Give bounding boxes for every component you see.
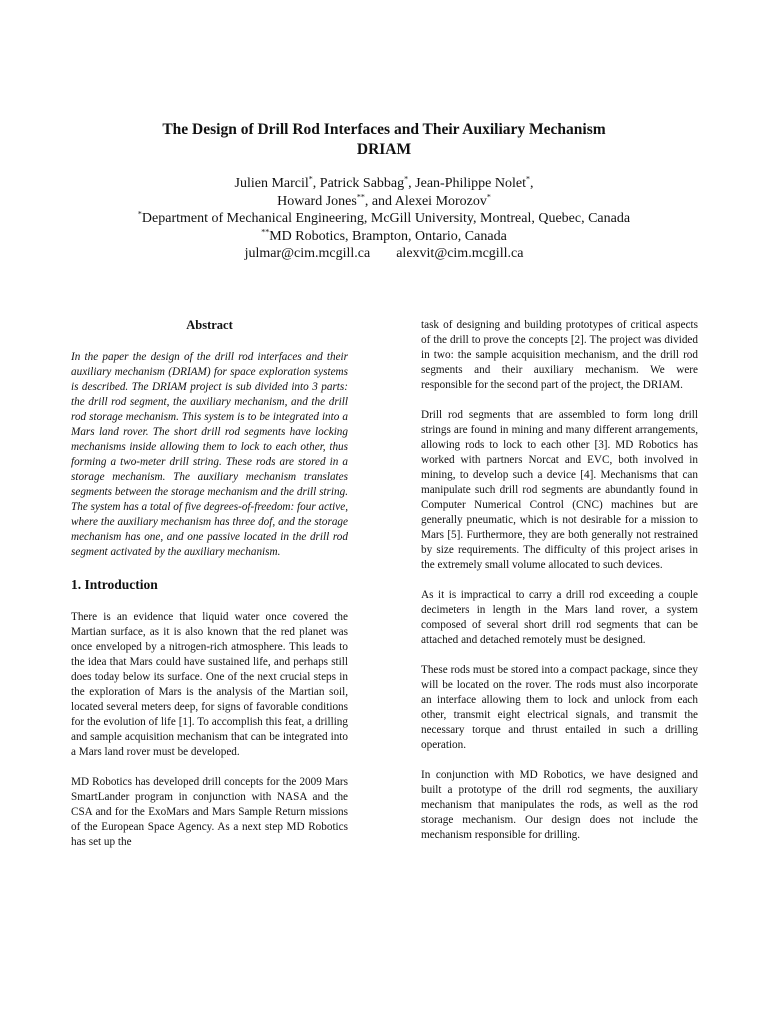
abstract-text: In the paper the design of the drill rod interfaces and their auxiliary mechanism (DRIAM) for space exploration systems is described. The DRIAM project is sub divided into 3 parts: the drill rod segment, the auxiliary mechanism, and the drill rod storage mechanism. This system is to be integrated into a Mars land rover. The short drill rod segments have locking mechanisms inside allowing them to lock to each other, thus forming a two-meter drill string. These rods are stored in a storage mechanism. The auxiliary mechanism translates segments between the storage mechanism and the drill string. The system has a total of five degrees-of-freedom: four active, where the auxiliary mechanism has three dof, and the storage mechanism has one, and one passive located in the drill rod segment activated by the auxiliary mechanism. — [71, 351, 348, 558]
author-name: Julien Marcil — [234, 176, 309, 191]
author-line-2 — [60, 193, 708, 211]
affil-mark: * — [404, 174, 409, 184]
right-column — [421, 318, 698, 843]
intro-paragraph-1: There is an evidence that liquid water once covered the Martian surface, as it is also known that the red planet was once enveloped by a nitrogen-rich atmosphere. This leads to the idea that Mars could have sustained life, and perhaps still does today below its surface. One of the next crucial steps in the exploration of Mars is the analysis of the Martian soil, located several meters deep, for signs of favorable conditions for the evolution of life [1]. To accomplish this feat, a drilling and sample acquisition mechanism that can be integrated into a Mars land rover must be developed. — [71, 611, 348, 758]
abstract-heading: Abstract — [186, 318, 233, 332]
affil-mark: ** — [356, 191, 365, 201]
affiliation-1: *Department of Mechanical Engineering, McGill University, Montreal, Quebec, Canada — [137, 209, 631, 226]
affil-mark: * — [525, 174, 530, 184]
body-paragraph-1: task of designing and building prototypes of critical aspects of the drill to prove the concepts [2]. The project was divided in two: the sample acquisition mechanism, and the drill rod segments and their auxiliary mechanism. We were responsible for the second part of the project, the DRIAM. — [421, 319, 698, 391]
body-paragraph-3: As it is impractical to carry a drill rod exceeding a couple decimeters in length in the Mars land rover, a system composed of several short drill rod segments that can be attached and detached remotely must be designed. — [421, 589, 698, 646]
title-line-2: DRIAM — [356, 141, 412, 158]
author-name: Howard Jones — [277, 193, 357, 209]
affiliation-2: **MD Robotics, Brampton, Ontario, Canada — [261, 226, 507, 244]
affil-mark: * — [486, 191, 491, 201]
intro-paragraph-2: MD Robotics has developed drill concepts for the 2009 Mars SmartLander program in conjunction with NASA and the CSA and for the ExoMars and Mars Sample Return missions of the European Space Agency. As a next step MD Robotics has set up the — [71, 776, 348, 848]
email-link-1[interactable]: julmar@cim.mcgill.ca — [244, 246, 371, 261]
body-paragraph-5: In conjunction with MD Robotics, we have designed and built a prototype of the drill rod segments, the auxiliary mechanism that manipulates the rods, as well as the rod storage mechanism. Our design does not include the mechanism responsible for drilling. — [421, 769, 698, 841]
body-paragraph-4: These rods must be stored into a compact package, since they will be located on the rover. The rods must also incorporate an interface allowing them to lock and unlock from each other, transmit eight electrical signals, and transmit the necessary torque and thrust entailed in such a drilling operation. — [421, 664, 698, 751]
affil-mark: * — [308, 174, 313, 184]
paper-title — [60, 120, 708, 160]
affil-mark: ** — [261, 226, 270, 236]
email-line — [60, 245, 708, 263]
left-column — [71, 316, 348, 850]
affil-mark: * — [137, 209, 142, 219]
author-name: , and Alexei Morozov — [364, 193, 487, 209]
email-link-2[interactable]: alexvit@cim.mcgill.ca — [396, 246, 524, 261]
title-line-1: The Design of Drill Rod Interfaces and Their Auxiliary Mechanism — [162, 121, 606, 138]
author-line-1: Julien Marcil*, Patrick Sabbag*, Jean-Philippe Nolet*, — [234, 174, 534, 191]
body-paragraph-2: Drill rod segments that are assembled to form long drill strings are found in mining and many different arrangements, allowing rods to lock to each other [3]. MD Robotics has worked with partners Norcat and EVC, both involved in mining, to develop such a device [4]. Mechanisms that can manipulate such drill rod segments are abundantly found in Computer Numerical Control (CNC) machines but are generally pneumatic, which is not desirable for a mission to Mars [5]. Furthermore, they are both generally not restrained by size requirements. The difficulty of this project arises in the extremely small volume allocated to such devices. — [421, 409, 698, 571]
author-name: , Jean-Philippe Nolet — [408, 176, 526, 191]
section-heading-introduction: 1. Introduction — [71, 577, 158, 592]
author-name: , Patrick Sabbag — [312, 176, 405, 191]
author-block — [60, 175, 708, 263]
